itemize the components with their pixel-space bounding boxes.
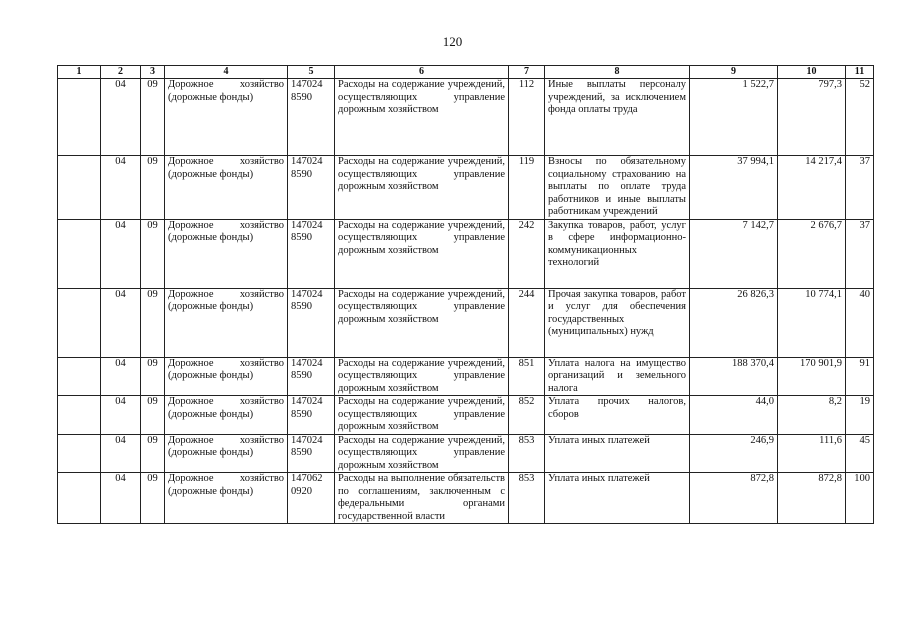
cell-expense-type: 112 bbox=[509, 79, 545, 156]
cell-subsection-name: Дорожное хозяйство (дорожные фонды) bbox=[165, 396, 288, 435]
cell-col1 bbox=[58, 473, 101, 524]
cell-expense-type-name: Уплата налога на имущество организаций и земельного налога bbox=[545, 357, 690, 396]
cell-amount-plan: 44,0 bbox=[690, 396, 778, 435]
cell-section: 04 bbox=[101, 156, 141, 220]
cell-target-article: 147062 0920 bbox=[288, 473, 335, 524]
column-header-6: 6 bbox=[335, 66, 509, 79]
cell-col1 bbox=[58, 219, 101, 288]
cell-target-article: 147024 8590 bbox=[288, 79, 335, 156]
budget-table bbox=[57, 65, 874, 524]
cell-target-article: 147024 8590 bbox=[288, 396, 335, 435]
cell-percent: 100 bbox=[846, 473, 874, 524]
cell-amount-plan: 246,9 bbox=[690, 434, 778, 473]
cell-col1 bbox=[58, 396, 101, 435]
cell-target-article: 147024 8590 bbox=[288, 357, 335, 396]
cell-article-name: Расходы на содержание учреждений, осуществляющих управление дорожным хозяйством bbox=[335, 79, 509, 156]
cell-amount-actual: 872,8 bbox=[778, 473, 846, 524]
cell-target-article: 147024 8590 bbox=[288, 434, 335, 473]
cell-amount-plan: 26 826,3 bbox=[690, 288, 778, 357]
column-header-5: 5 bbox=[288, 66, 335, 79]
cell-article-name: Расходы на содержание учреждений, осуществляющих управление дорожным хозяйством bbox=[335, 434, 509, 473]
table-row bbox=[58, 473, 874, 524]
cell-amount-plan: 188 370,4 bbox=[690, 357, 778, 396]
cell-target-article: 147024 8590 bbox=[288, 156, 335, 220]
cell-subsection-name: Дорожное хозяйство (дорожные фонды) bbox=[165, 288, 288, 357]
column-header-11: 11 bbox=[846, 66, 874, 79]
cell-expense-type-name: Прочая закупка товаров, работ и услуг для обеспечения государственных (муниципальных) нужд bbox=[545, 288, 690, 357]
cell-amount-plan: 7 142,7 bbox=[690, 219, 778, 288]
cell-subsection-name: Дорожное хозяйство (дорожные фонды) bbox=[165, 156, 288, 220]
cell-amount-actual: 8,2 bbox=[778, 396, 846, 435]
cell-subsection: 09 bbox=[141, 396, 165, 435]
cell-subsection: 09 bbox=[141, 357, 165, 396]
cell-subsection: 09 bbox=[141, 434, 165, 473]
page-number: 120 bbox=[442, 34, 463, 49]
cell-amount-actual: 14 217,4 bbox=[778, 156, 846, 220]
table-row bbox=[58, 219, 874, 288]
cell-subsection-name: Дорожное хозяйство (дорожные фонды) bbox=[165, 473, 288, 524]
cell-expense-type-name: Уплата иных платежей bbox=[545, 473, 690, 524]
cell-section: 04 bbox=[101, 473, 141, 524]
cell-amount-plan: 872,8 bbox=[690, 473, 778, 524]
cell-subsection: 09 bbox=[141, 288, 165, 357]
cell-expense-type: 853 bbox=[509, 473, 545, 524]
column-header-2: 2 bbox=[101, 66, 141, 79]
cell-expense-type: 851 bbox=[509, 357, 545, 396]
cell-expense-type-name: Иные выплаты персоналу учреждений, за исключением фонда оплаты труда bbox=[545, 79, 690, 156]
cell-percent: 37 bbox=[846, 219, 874, 288]
table-row bbox=[58, 79, 874, 156]
column-header-9: 9 bbox=[690, 66, 778, 79]
cell-article-name: Расходы на содержание учреждений, осуществляющих управление дорожным хозяйством bbox=[335, 219, 509, 288]
cell-section: 04 bbox=[101, 434, 141, 473]
cell-subsection: 09 bbox=[141, 473, 165, 524]
cell-article-name: Расходы на содержание учреждений, осуществляющих управление дорожным хозяйством bbox=[335, 357, 509, 396]
cell-expense-type-name: Взносы по обязательному социальному страхованию на выплаты по оплате труда работников и иные выплаты работникам учреждений bbox=[545, 156, 690, 220]
table-row bbox=[58, 357, 874, 396]
cell-col1 bbox=[58, 156, 101, 220]
cell-percent: 19 bbox=[846, 396, 874, 435]
cell-expense-type-name: Уплата прочих налогов, сборов bbox=[545, 396, 690, 435]
cell-amount-plan: 37 994,1 bbox=[690, 156, 778, 220]
column-header-8: 8 bbox=[545, 66, 690, 79]
cell-percent: 45 bbox=[846, 434, 874, 473]
column-header-7: 7 bbox=[509, 66, 545, 79]
cell-col1 bbox=[58, 434, 101, 473]
cell-subsection-name: Дорожное хозяйство (дорожные фонды) bbox=[165, 434, 288, 473]
cell-percent: 91 bbox=[846, 357, 874, 396]
cell-expense-type: 119 bbox=[509, 156, 545, 220]
cell-subsection-name: Дорожное хозяйство (дорожные фонды) bbox=[165, 79, 288, 156]
cell-expense-type: 852 bbox=[509, 396, 545, 435]
column-header-1: 1 bbox=[58, 66, 101, 79]
cell-percent: 40 bbox=[846, 288, 874, 357]
cell-col1 bbox=[58, 79, 101, 156]
cell-expense-type-name: Закупка товаров, работ, услуг в сфере информационно-коммуникационных технологий bbox=[545, 219, 690, 288]
cell-target-article: 147024 8590 bbox=[288, 219, 335, 288]
cell-expense-type-name: Уплата иных платежей bbox=[545, 434, 690, 473]
cell-col1 bbox=[58, 357, 101, 396]
cell-amount-actual: 797,3 bbox=[778, 79, 846, 156]
cell-article-name: Расходы на содержание учреждений, осуществляющих управление дорожным хозяйством bbox=[335, 156, 509, 220]
cell-col1 bbox=[58, 288, 101, 357]
cell-subsection: 09 bbox=[141, 219, 165, 288]
cell-amount-actual: 111,6 bbox=[778, 434, 846, 473]
table-row bbox=[58, 396, 874, 435]
cell-target-article: 147024 8590 bbox=[288, 288, 335, 357]
cell-article-name: Расходы на содержание учреждений, осуществляющих управление дорожным хозяйством bbox=[335, 396, 509, 435]
cell-subsection: 09 bbox=[141, 156, 165, 220]
cell-subsection-name: Дорожное хозяйство (дорожные фонды) bbox=[165, 357, 288, 396]
cell-section: 04 bbox=[101, 357, 141, 396]
cell-subsection-name: Дорожное хозяйство (дорожные фонды) bbox=[165, 219, 288, 288]
table-row bbox=[58, 434, 874, 473]
table-row bbox=[58, 156, 874, 220]
cell-section: 04 bbox=[101, 219, 141, 288]
column-header-4: 4 bbox=[165, 66, 288, 79]
cell-section: 04 bbox=[101, 396, 141, 435]
column-header-10: 10 bbox=[778, 66, 846, 79]
cell-amount-plan: 1 522,7 bbox=[690, 79, 778, 156]
column-header-3: 3 bbox=[141, 66, 165, 79]
cell-expense-type: 853 bbox=[509, 434, 545, 473]
cell-subsection: 09 bbox=[141, 79, 165, 156]
table-header-row bbox=[58, 66, 874, 79]
cell-section: 04 bbox=[101, 79, 141, 156]
cell-amount-actual: 2 676,7 bbox=[778, 219, 846, 288]
cell-article-name: Расходы на содержание учреждений, осуществляющих управление дорожным хозяйством bbox=[335, 288, 509, 357]
table-row bbox=[58, 288, 874, 357]
cell-percent: 52 bbox=[846, 79, 874, 156]
cell-amount-actual: 170 901,9 bbox=[778, 357, 846, 396]
cell-article-name: Расходы на выполнение обязательств по соглашениям, заключенным с федеральными органами государственной власти bbox=[335, 473, 509, 524]
cell-section: 04 bbox=[101, 288, 141, 357]
cell-amount-actual: 10 774,1 bbox=[778, 288, 846, 357]
cell-percent: 37 bbox=[846, 156, 874, 220]
cell-expense-type: 244 bbox=[509, 288, 545, 357]
cell-expense-type: 242 bbox=[509, 219, 545, 288]
